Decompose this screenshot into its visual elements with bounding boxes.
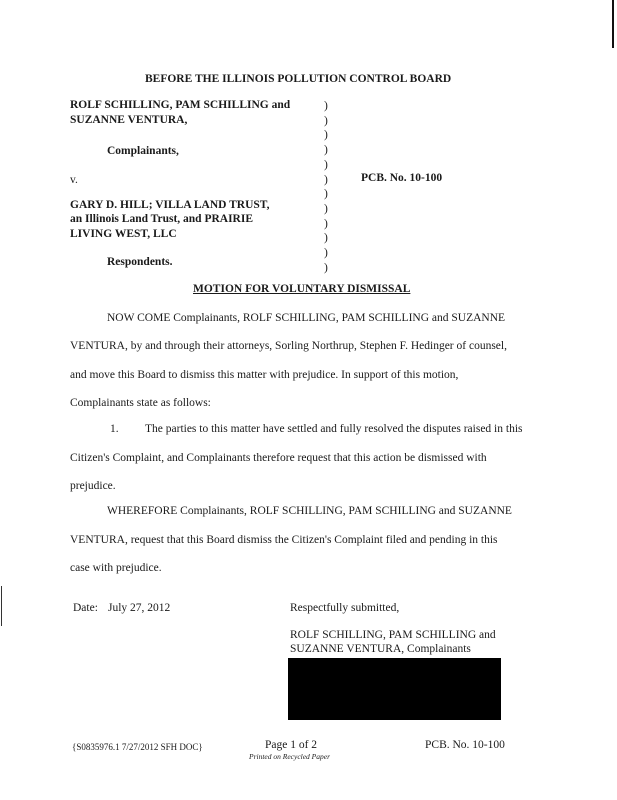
complainants-name-line: ROLF SCHILLING, PAM SCHILLING and	[70, 99, 291, 111]
page-number: Page 1 of 2	[265, 739, 318, 751]
body-line: VENTURA, by and through their attorneys, Sorling Northrup, Stephen F. Hedinger of counsel,	[70, 340, 507, 352]
respondents-name-line: LIVING WEST, LLC	[70, 228, 177, 240]
scan-edge-mark	[1, 586, 2, 626]
complainants-label: Complainants,	[107, 145, 179, 157]
body-line: VENTURA, request that this Board dismiss the Citizen's Complaint filed and pending in this	[70, 534, 498, 546]
versus-label: v.	[70, 174, 78, 186]
paren: )	[324, 202, 328, 215]
body-line: NOW COME Complainants, ROLF SCHILLING, PAM SCHILLING and SUZANNE	[107, 312, 506, 324]
body-line: Complainants state as follows:	[70, 397, 211, 409]
footer-case-number: PCB. No. 10-100	[425, 739, 505, 751]
respondents-name-line: GARY D. HILL; VILLA LAND TRUST,	[70, 199, 270, 211]
item-number: 1.	[110, 423, 119, 435]
paren: )	[324, 144, 328, 157]
paren: )	[324, 247, 328, 260]
paren: )	[324, 217, 328, 230]
respondents-name-line: an Illinois Land Trust, and PRAIRIE	[70, 213, 254, 225]
motion-title: MOTION FOR VOLUNTARY DISMISSAL	[193, 283, 411, 295]
body-line: The parties to this matter have settled and fully resolved the disputes raised in this	[145, 423, 523, 435]
body-line: WHEREFORE Complainants, ROLF SCHILLING, PAM SCHILLING and SUZANNE	[107, 505, 512, 517]
body-line: and move this Board to dismiss this matter with prejudice. In support of this motion,	[70, 369, 459, 381]
paren: )	[324, 114, 328, 127]
document-id: {S0835976.1 7/27/2012 SFH DOC}	[72, 742, 203, 752]
paren: )	[324, 232, 328, 245]
body-line: Citizen's Complaint, and Complainants therefore request that this action be dismissed with	[70, 452, 487, 464]
paren: )	[324, 100, 328, 112]
redaction-box	[288, 658, 501, 720]
scan-edge-mark	[612, 0, 614, 48]
respectfully-submitted: Respectfully submitted,	[290, 602, 400, 614]
signatory-line: ROLF SCHILLING, PAM SCHILLING and	[290, 629, 496, 641]
board-heading: BEFORE THE ILLINOIS POLLUTION CONTROL BOARD	[145, 73, 452, 85]
body-line: case with prejudice.	[70, 562, 162, 574]
respondents-label: Respondents.	[107, 256, 173, 268]
paren: )	[324, 261, 328, 274]
complainants-name-line: SUZANNE VENTURA,	[70, 114, 188, 126]
signatory-line: SUZANNE VENTURA, Complainants	[290, 643, 471, 655]
case-number: PCB. No. 10-100	[361, 172, 443, 184]
paren: )	[324, 129, 328, 142]
paren: )	[324, 173, 328, 186]
recycled-paper-note: Printed on Recycled Paper	[249, 752, 331, 761]
paren: )	[324, 188, 328, 201]
date-label: Date:	[73, 602, 98, 614]
paren: )	[324, 158, 328, 171]
date-value: July 27, 2012	[108, 602, 171, 614]
caption-parentheses	[324, 99, 328, 275]
body-line: prejudice.	[70, 480, 116, 492]
